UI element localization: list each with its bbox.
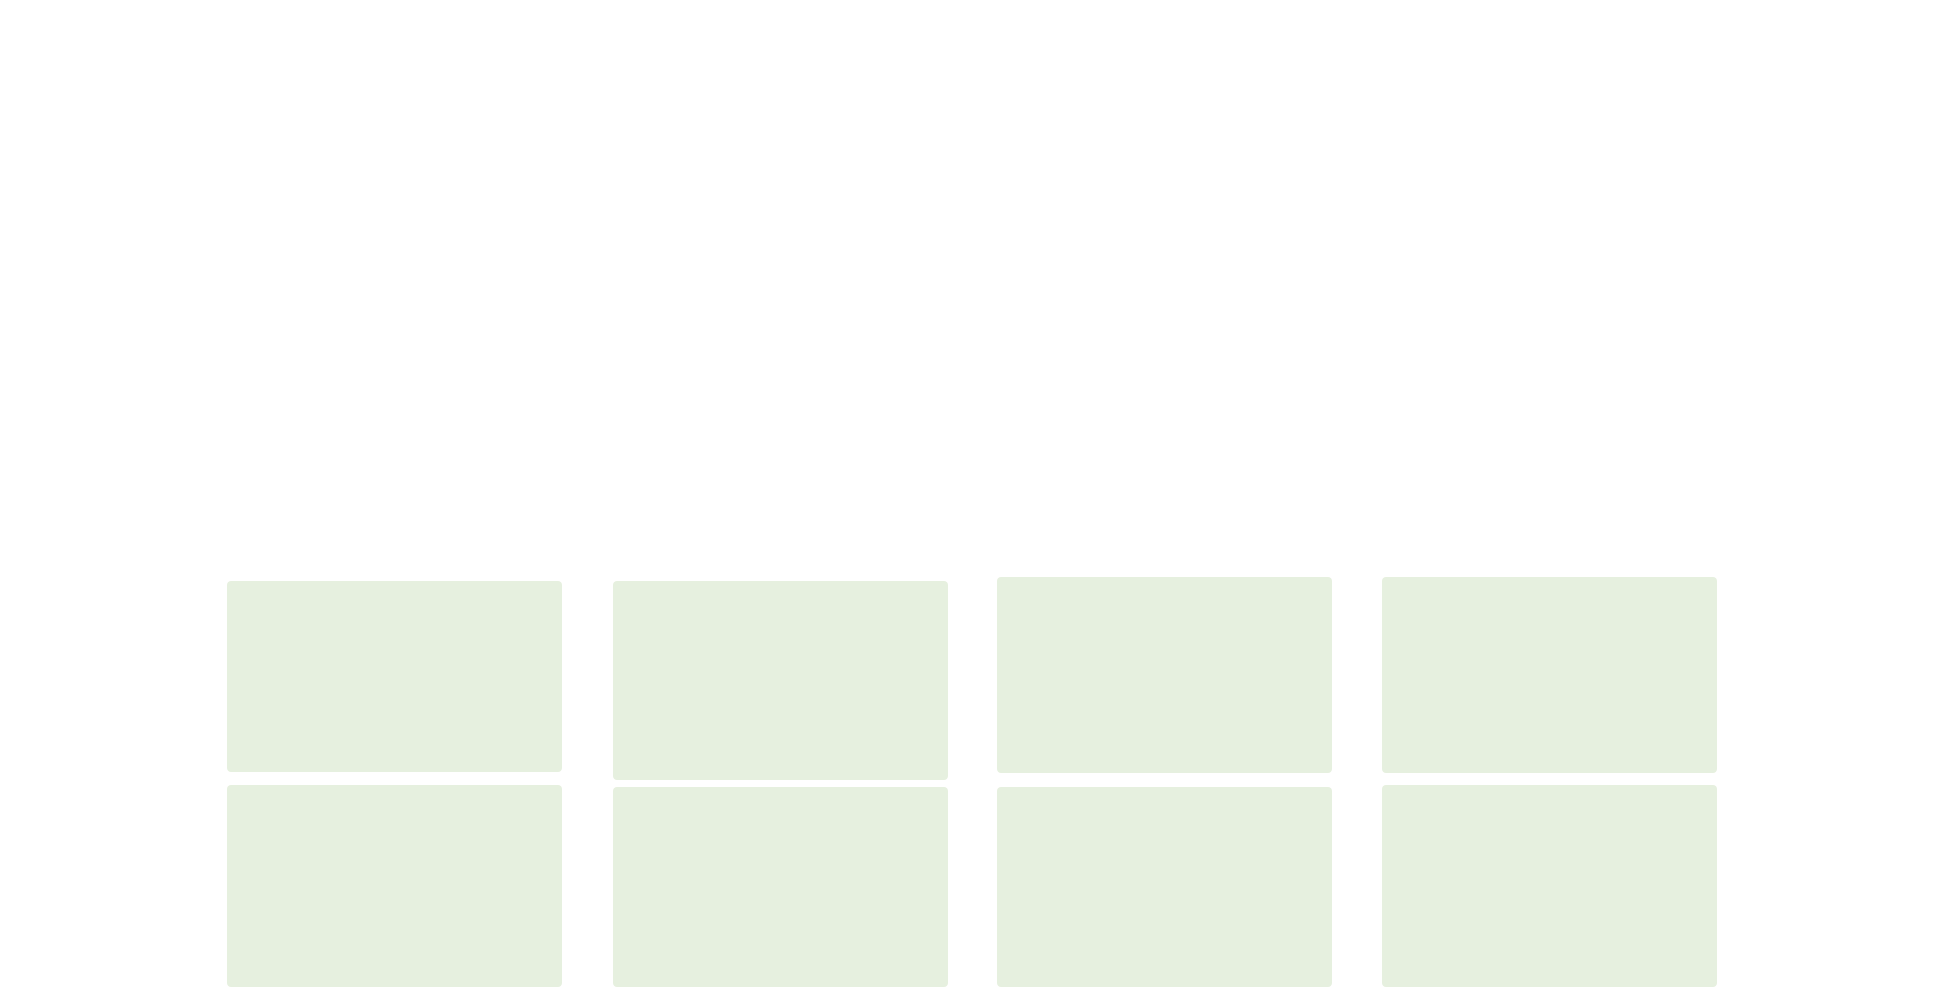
card-stakeholder-engagement xyxy=(1382,785,1717,987)
card-decision-making xyxy=(613,581,948,780)
card-national-legislation xyxy=(997,577,1332,773)
card-international-standards xyxy=(1382,577,1717,773)
card-risk-assessment-scope xyxy=(227,581,562,772)
card-climate-biodiversity xyxy=(227,785,562,987)
card-direct-indirect-impacts xyxy=(613,787,948,987)
card-fef-list xyxy=(997,787,1332,987)
